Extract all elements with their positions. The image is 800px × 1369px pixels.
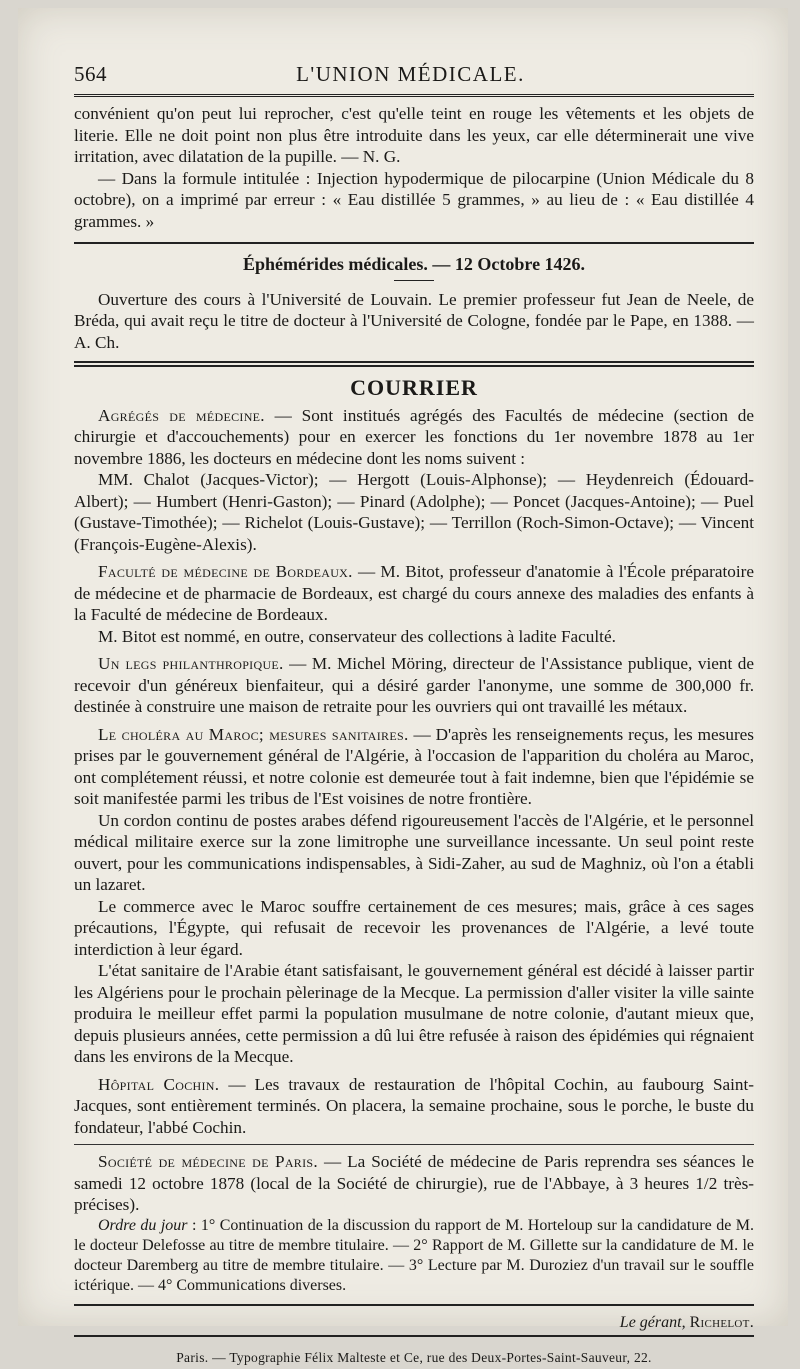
cholera-heading: Le choléra au Maroc; mesures sanitaires. xyxy=(98,724,409,744)
cholera-text: — D'après les renseignements reçus, les mesures prises par le gouvernement général de l'Algérie, à l'occasion de l'apparition du choléra au Maroc, ont complétement réussi, et notre colonie est demeurée tout à fait indemne, bien que l'épidémie se soit manifestée parmi les tribus de l'Est voisines de notre frontière. xyxy=(74,724,754,808)
cochin-text: — Les travaux de restauration de l'hôpital Cochin, au faubourg Saint-Jacques, sont entièrement terminés. On placera, la semaine prochaine, sous le porche, le buste du fondateur, l'abbé Cochin. xyxy=(74,1074,754,1137)
gerant-name: Richelot. xyxy=(689,1313,754,1331)
section-rule-2 xyxy=(74,361,754,363)
societe-text: — La Société de médecine de Paris reprendra ses séances le samedi 12 octobre 1878 (local de la Société de chirurgie), rue de l'Abbaye, à 3 heures 1/2 très-précises). xyxy=(74,1152,754,1214)
ephemerides-short-rule xyxy=(394,280,434,281)
cholera-paragraph xyxy=(74,724,754,810)
agreges-heading: Agrégés de médecine. xyxy=(98,405,265,425)
running-header xyxy=(74,64,754,92)
bordeaux-heading: Faculté de médecine de Bordeaux. xyxy=(98,562,353,581)
courrier-title: COURRIER xyxy=(350,375,478,400)
ephemerides-title: Éphémérides médicales. — 12 Octobre 1426. xyxy=(242,254,586,274)
legs-text: — M. Michel Möring, directeur de l'Assistance publique, vient de recevoir d'un généreux bienfaiteur, qui a désiré garder l'anonyme, une somme de 300,000 fr. destinée à construire une maison de retraite pour les ouvriers qui ont travaillé les métaux. xyxy=(74,654,754,716)
scanned-page xyxy=(18,8,788,1365)
ordre-du-jour-paragraph xyxy=(74,1216,754,1296)
gerant-signature xyxy=(74,1312,754,1334)
societe-heading: Société de médecine de Paris. xyxy=(98,1152,318,1171)
gerant-label: Le gérant, xyxy=(619,1313,686,1331)
printer-imprint: Paris. — Typographie Félix Malteste et Ce, rue des Deux-Portes-Saint-Sauveur, 22. xyxy=(176,1350,652,1365)
journal-title: L'UNION MÉDICALE. xyxy=(296,62,525,86)
section-rule-3 xyxy=(74,365,754,367)
intro-paragraph-1: convénient qu'on peut lui reprocher, c'est qu'elle teint en rouge les vêtements et les objets de literie. Elle ne doit point non plus être introduite dans les yeux, car elle déterminerait une vive irritation, avec dilatation de la pupille. — N. G. xyxy=(74,104,754,166)
cholera-paragraph-3: Le commerce avec le Maroc souffre certainement de ces mesures; mais, grâce à ces sages précautions, l'Égypte, qui refusait de recevoir les provenances de l'Algérie, a levé toute interdiction à leur égard. xyxy=(74,896,754,959)
bordeaux-text: — M. Bitot, professeur d'anatomie à l'École préparatoire de médecine et de pharmacie de Bordeaux, est chargé du cours annexe des maladies des enfants à la Faculté de médecine de Bordeaux. xyxy=(74,562,754,624)
legs-heading: Un legs philanthropique. xyxy=(98,654,284,673)
section-rule xyxy=(74,242,754,244)
societe-rule xyxy=(74,1144,754,1145)
societe-paragraph xyxy=(74,1151,754,1216)
agreges-paragraph xyxy=(74,405,754,470)
ordre-du-jour-label: Ordre du jour xyxy=(98,1216,188,1234)
agreges-names: MM. Chalot (Jacques-Victor); — Hergott (Louis-Alphonse); — Heydenreich (Édouard-Albert); — Humbert (Henri-Gaston); — Pinard (Adolphe); — Poncet (Jacques-Antoine); — Puel (Gustave-Timothée); — Richelot (Louis-Gustave); — Terrillon (Roch-Simon-Octave); — Vincent (François-Eugène-Alexis). xyxy=(74,470,754,554)
cholera-paragraph-2: Un cordon continu de postes arabes défend rigoureusement l'accès de l'Algérie, et le personnel médical militaire exerce sur la zone limitrophe une surveillance incessante. Un seul point reste ouvert, pour les communications indispensables, à Sidi-Zaher, au sud de Maghniz, où l'on a établi un lazaret. xyxy=(74,810,754,894)
header-rule xyxy=(74,94,754,97)
bordeaux-paragraph xyxy=(74,561,754,626)
cholera-paragraph-4: L'état sanitaire de l'Arabie étant satisfaisant, le gouvernement général est décidé à laisser partir les Algériens pour le prochain pèlerinage de la Mecque. La permission d'aller visiter la ville sainte produira le meilleur effet parmi la population musulmane de notre colonie, d'autant mieux que, depuis plusieurs années, cette permission a dû lui être refusée à raison des épidémies qui régnaient dans les environs de la Mecque. xyxy=(74,961,754,1066)
cochin-paragraph xyxy=(74,1074,754,1139)
ephemerides-text: Ouverture des cours à l'Université de Louvain. Le premier professeur fut Jean de Neele, de Bréda, qui avait reçu le titre de docteur à l'Université de Cologne, fondée par le Pape, en 1388. — A. Ch. xyxy=(74,289,754,352)
page-number: 564 xyxy=(74,62,107,86)
legs-paragraph xyxy=(74,653,754,718)
footer-rule-2 xyxy=(74,1335,754,1337)
footer-rule xyxy=(74,1304,754,1306)
cochin-heading: Hôpital Cochin. xyxy=(98,1074,220,1094)
intro-paragraph-2: — Dans la formule intitulée : Injection hypodermique de pilocarpine (Union Médicale du 8 octobre), on a imprimé par erreur : « Eau distillée 5 grammes, » au lieu de : « Eau distillée 4 grammes. » xyxy=(74,168,754,231)
agreges-text: — Sont institués agrégés des Facultés de médecine (section de chirurgie et d'accouchements) pour en exercer les fonctions du 1er novembre 1878 au 1er novembre 1886, les docteurs en médecine dont les noms suivent : xyxy=(74,405,754,468)
page-content xyxy=(74,64,754,1369)
bordeaux-paragraph-2: M. Bitot est nommé, en outre, conservateur des collections à ladite Faculté. xyxy=(98,626,616,646)
ordre-du-jour-text: : 1° Continuation de la discussion du rapport de M. Horteloup sur la candidature de M. le docteur Delefosse au titre de membre titulaire. — 2° Rapport de M. Gillette sur la candidature de M. le docteur Daremberg au titre de membre titulaire. — 3° Lecture par M. Duroziez d'un travail sur le souffle ictérique. — 4° Communications diverses. xyxy=(74,1216,755,1294)
